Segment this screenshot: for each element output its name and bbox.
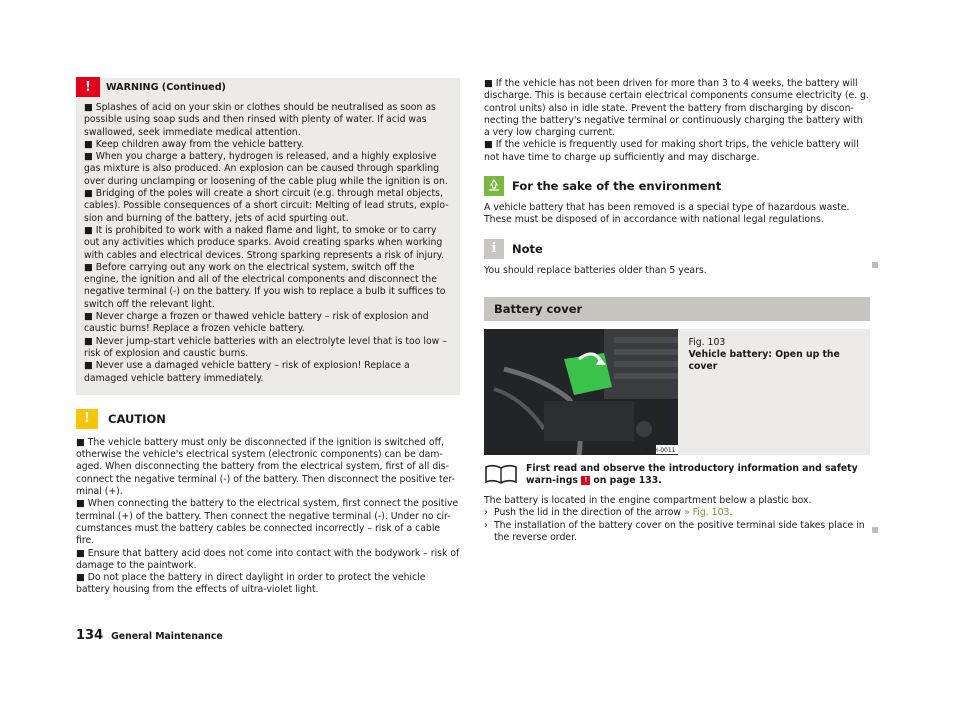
read-first-text: First read and observe the introductory information and safety warn-ings bbox=[526, 462, 858, 486]
warning-item: ■ Bridging of the poles will create a short circuit (e.g. through metal objects, cables). Possible consequences of a short circuit: Melting of lead struts, explo-sion and burning of the battery, jets of acid spurting out. bbox=[84, 188, 449, 224]
figure bbox=[484, 329, 870, 455]
warning-box bbox=[76, 78, 460, 395]
warning-header bbox=[76, 78, 460, 96]
figure-title: Vehicle battery: Open up the cover bbox=[688, 348, 840, 372]
battery-info-item: ■ If the vehicle is frequently used for making short trips, the vehicle battery will not have time to charge up sufficiently and may discharge. bbox=[484, 139, 859, 163]
step-text: Push the lid in the direction of the arrow bbox=[494, 507, 681, 519]
read-first-notice bbox=[484, 463, 870, 487]
recycle-icon bbox=[484, 176, 504, 196]
step-text-end: . bbox=[729, 507, 733, 519]
figure-caption bbox=[678, 329, 870, 455]
step-text: The installation of the battery cover on the positive terminal side takes place in the reverse order. bbox=[494, 519, 865, 543]
battery-photo bbox=[484, 329, 678, 455]
page-number: 134 bbox=[76, 628, 104, 643]
open-book-icon bbox=[484, 463, 518, 485]
chevron-right-icon: › bbox=[484, 519, 488, 531]
warning-item: ■ Never use a damaged vehicle battery – risk of explosion! Replace a damaged vehicle battery immediately. bbox=[84, 360, 410, 384]
left-column bbox=[76, 78, 460, 597]
section-end-marker bbox=[872, 262, 878, 268]
caution-item: ■ Ensure that battery acid does not come into contact with the bodywork – risk of damage to the paintwork. bbox=[76, 547, 460, 571]
environment-header bbox=[484, 176, 870, 196]
caution-item: ■ When connecting the battery to the electrical system, first connect the positive terminal (+) of the battery. Then connect the negative terminal (-). Under no cir-cumstances must the battery cables be connected incorrectly – risk of a cable fire. bbox=[76, 498, 459, 547]
right-column bbox=[484, 78, 870, 544]
info-icon: i bbox=[484, 239, 504, 259]
step-item bbox=[484, 520, 870, 545]
chevron-right-icon: › bbox=[484, 507, 488, 519]
environment-title: For the sake of the environment bbox=[512, 179, 722, 194]
warning-item: ■ Splashes of acid on your skin or clothes should be neutralised as soon as possible using soap suds and then rinsed with plenty of water. If acid was swallowed, seek immediate medical attention. bbox=[84, 102, 436, 138]
figure-number: Fig. 103 bbox=[688, 336, 726, 348]
figure-link[interactable]: » Fig. 103 bbox=[683, 507, 730, 519]
environment-text: A vehicle battery that has been removed is a special type of hazardous waste. These must be disposed of in accordance with national legal regulations. bbox=[484, 202, 850, 226]
section-end-marker bbox=[872, 527, 878, 533]
warning-item: ■ It is prohibited to work with a naked flame and light, to smoke or to carry out any activities which produce sparks. Avoid creating sparks when working with cables and electrical devices. Strong sparking represents a risk of injury. bbox=[84, 224, 444, 261]
figure-code: BNH-0011 bbox=[644, 446, 676, 454]
exclamation-icon: ! bbox=[581, 476, 590, 485]
battery-info-item: ■ If the vehicle has not been driven for more than 3 to 4 weeks, the battery will discharge. This is because certain electrical components consume electricity (e. g. control units) also in idle state. Prevent the battery from discharging by discon-necting the battery's negative terminal or continuously charging the battery with a very low charging current. bbox=[484, 78, 869, 139]
step-item bbox=[484, 507, 870, 519]
note-header bbox=[484, 239, 870, 259]
caution-title: CAUTION bbox=[108, 411, 166, 426]
warning-item: ■ Keep children away from the vehicle battery. bbox=[84, 138, 304, 150]
caution-item: ■ Do not place the battery in direct daylight in order to protect the vehicle battery housing from the effects of ultra-violet light. bbox=[76, 572, 426, 596]
caution-header bbox=[76, 409, 460, 429]
read-first-page: on page 133. bbox=[593, 474, 662, 486]
exclamation-icon: ! bbox=[76, 77, 100, 97]
page-footer bbox=[76, 628, 223, 643]
warning-item: ■ Never charge a frozen or thawed vehicle battery – risk of explosion and caustic burns! Replace a frozen vehicle battery. bbox=[84, 311, 429, 335]
section-heading: Battery cover bbox=[484, 297, 870, 321]
warning-item: ■ Never jump-start vehicle batteries with an electrolyte level that is too low – risk of explosion and caustic burns. bbox=[84, 335, 447, 359]
exclamation-icon: ! bbox=[76, 409, 98, 429]
note-text: You should replace batteries older than 5 years. bbox=[484, 264, 707, 276]
note-title: Note bbox=[512, 241, 543, 256]
warning-item: ■ Before carrying out any work on the electrical system, switch off the engine, the ignition and all of the electrical components and disconnect the negative terminal (-) on the battery. If you wish to replace a bulb it suffices to switch off the relevant light. bbox=[84, 261, 446, 310]
warning-title: WARNING (Continued) bbox=[106, 81, 226, 93]
battery-location-text: The battery is located in the engine compartment below a plastic box. bbox=[484, 494, 812, 506]
chapter-name: General Maintenance bbox=[111, 631, 223, 642]
caution-item: ■ The vehicle battery must only be disconnected if the ignition is switched off, otherwise the vehicle's electrical system (electronic components) can be dam-aged. When disconnecting the battery from the electrical system, first of all dis-connect the negative terminal (-) of the battery. Then disconnect the positive ter-minal (+). bbox=[76, 436, 455, 498]
warning-item: ■ When you charge a battery, hydrogen is released, and a highly explosive gas mixture is also produced. An explosion can be caused through sparkling over during unclamping or loosening of the cable plug while the ignition is on. bbox=[84, 151, 448, 187]
